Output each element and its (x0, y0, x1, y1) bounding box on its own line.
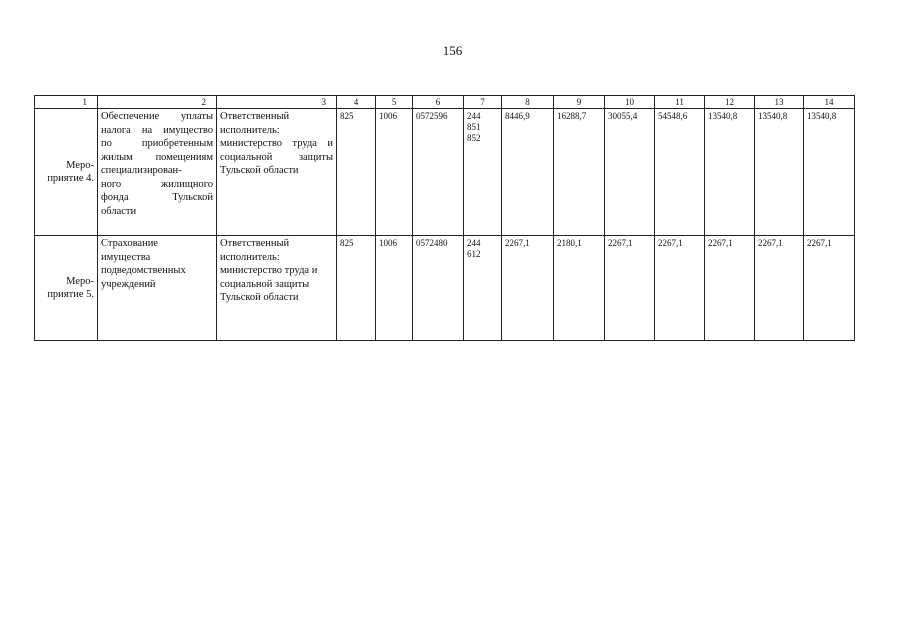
header-row (35, 96, 855, 109)
cell-col4: 825 (337, 109, 376, 236)
cell-col4: 825 (337, 236, 376, 341)
cell-value: 13540,8 (705, 109, 755, 236)
cell-value: 2267,1 (502, 236, 554, 341)
header-cell: 6 (413, 96, 464, 109)
header-cell: 8 (502, 96, 554, 109)
cell-value: 2267,1 (605, 236, 655, 341)
table-row (35, 109, 855, 236)
header-cell: 13 (755, 96, 804, 109)
page-number: 156 (442, 43, 463, 58)
cell-value: 2180,1 (554, 236, 605, 341)
cell-col6: 0572596 (413, 109, 464, 236)
cell-value: 13540,8 (804, 109, 855, 236)
header-cell: 5 (376, 96, 413, 109)
cell-value: 54548,6 (655, 109, 705, 236)
header-cell: 1 (35, 96, 98, 109)
header-cell: 12 (705, 96, 755, 109)
activity-label: Меро- приятие 4. (35, 109, 98, 236)
activity-label: Меро- приятие 5. (35, 236, 98, 341)
header-cell: 10 (605, 96, 655, 109)
cell-value: 8446,9 (502, 109, 554, 236)
cell-col7: 244 851 852 (464, 109, 502, 236)
header-cell: 2 (98, 96, 217, 109)
cell-value: 2267,1 (804, 236, 855, 341)
cell-value: 13540,8 (755, 109, 804, 236)
cell-value: 2267,1 (655, 236, 705, 341)
cell-value: 2267,1 (705, 236, 755, 341)
activity-executor: Ответственный исполнитель: министерство труда и социальной защиты Тульской области (217, 109, 337, 236)
cell-col7: 244 612 (464, 236, 502, 341)
cell-col5: 1006 (376, 236, 413, 341)
header-cell: 9 (554, 96, 605, 109)
header-cell: 11 (655, 96, 705, 109)
header-cell: 7 (464, 96, 502, 109)
cell-value: 30055,4 (605, 109, 655, 236)
cell-value: 2267,1 (755, 236, 804, 341)
activity-description: Страхование имущества подведомственных учреждений (98, 236, 217, 341)
header-cell: 4 (337, 96, 376, 109)
activity-description: Обеспечение уплаты налога на имущество по приобретенным жилым помещениям специализирован- ного жилищного фонда Тульской области (98, 109, 217, 236)
cell-col5: 1006 (376, 109, 413, 236)
cell-value: 16288,7 (554, 109, 605, 236)
program-table (34, 95, 855, 341)
activity-executor: Ответственный исполнитель: министерство труда и социальной защиты Тульской области (217, 236, 337, 341)
header-cell: 3 (217, 96, 337, 109)
cell-col6: 0572480 (413, 236, 464, 341)
header-cell: 14 (804, 96, 855, 109)
table-row (35, 236, 855, 341)
